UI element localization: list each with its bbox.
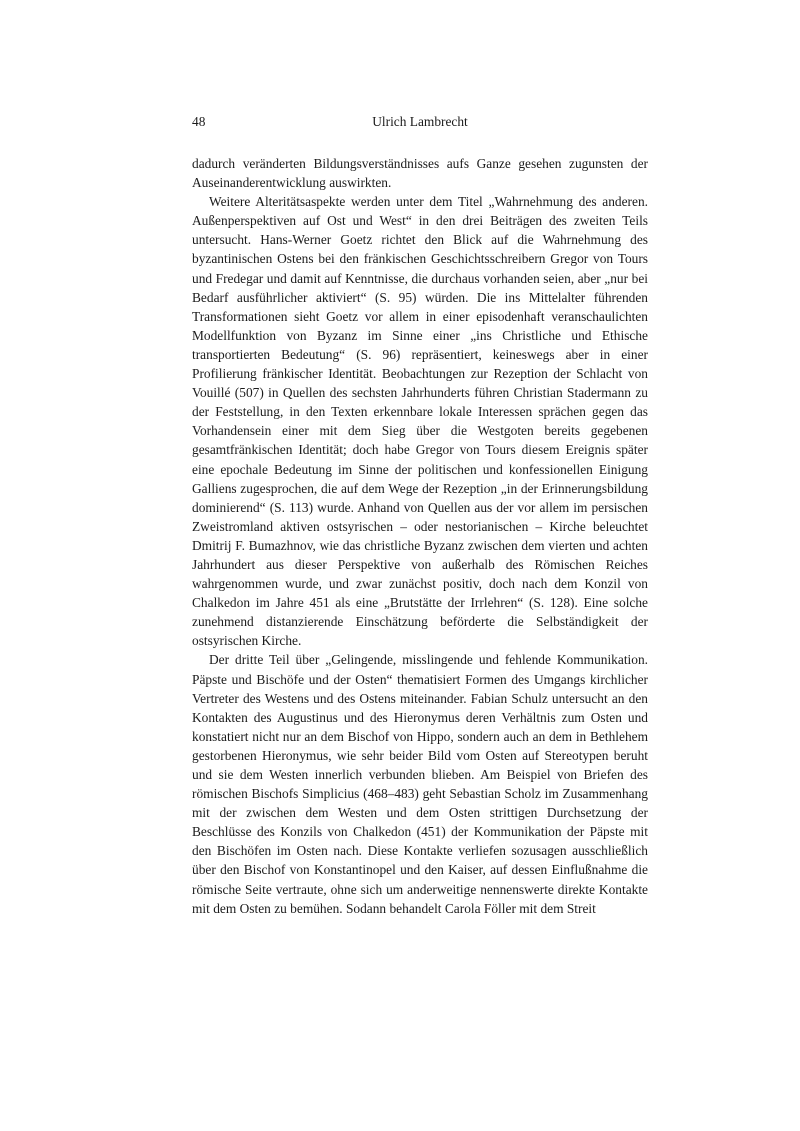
page-number: 48 [192, 114, 206, 129]
paragraph: Der dritte Teil über „Gelingende, misslingende und fehlende Kommunikation. Päpste und Bischöfe und der Osten“ thematisiert Formen des Umgangs kirchlicher Vertreter des Westens und des Ostens miteinander. Fabian Schulz untersucht an den Kontakten des Augustinus und des Hieronymus deren Verhältnis zum Osten und konstatiert nicht nur an dem Bischof von Hippo, sondern auch an dem in Bethlehem gestorbenen Hieronymus, wie sehr beider Bild vom Osten auf Stereotypen beruht und sie dem Westen innerlich verbunden blieben. Am Beispiel von Briefen des römischen Bischofs Simplicius (468–483) geht Sebastian Scholz im Zusammenhang mit der zwischen dem Westen und dem Osten strittigen Durchsetzung der Beschlüsse des Konzils von Chalkedon (451) der Kommunikation der Päpste mit den Bischöfen im Osten nach. Diese Kontakte verliefen sozusagen ausschließlich über den Bischof von Konstantinopel und den Kaiser, auf dessen Einflußnahme die römische Seite vertraute, ohne sich um anderweitige nennenswerte direkte Kontakte mit dem Osten zu bemühen. Sodann behandelt Carola Föller mit dem Streit [192, 652, 648, 916]
text-block [192, 154, 648, 918]
paragraph-continuation: dadurch veränderten Bildungsverständnisses aufs Ganze gesehen zugunsten der Auseinanderentwicklung auswirkten. [192, 156, 648, 191]
page-header [192, 113, 648, 130]
running-head: Ulrich Lambrecht [372, 114, 468, 129]
paragraph: Weitere Alteritätsaspekte werden unter dem Titel „Wahrnehmung des anderen. Außenperspektiven auf Ost und West“ in den drei Beiträgen des zweiten Teils untersucht. Hans-Werner Goetz richtet den Blick auf die Wahrnehmung des byzantinischen Ostens bei den fränkischen Geschichtsschreibern Gregor von Tours und Fredegar und damit auf Kenntnisse, die durchaus vorhanden seien, aber „nur bei Bedarf ausführlicher aktiviert“ (S. 95) würden. Die ins Mittelalter führenden Transformationen sieht Goetz vor allem in einer episodenhaft veranschaulichten Modellfunktion von Byzanz im Sinne einer „ins Christliche und Ethische transportierten Bedeutung“ (S. 96) repräsentiert, keineswegs aber in einer Profilierung fränkischer Identität. Beobachtungen zur Rezeption der Schlacht von Vouillé (507) in Quellen des sechsten Jahrhunderts führen Christian Stadermann zu der Feststellung, in den Texten erkennbare lokale Interessen sprächen gegen das Vorhandensein einer mit dem Sieg über die Westgoten bereits gegebenen gesamtfränkischen Identität; doch habe Gregor von Tours diesem Ereignis später eine epochale Bedeutung im Sinne der politischen und konfessionellen Einigung Galliens zugesprochen, die auf dem Wege der Rezeption „in der Erinnerungsbildung dominierend“ (S. 113) wurde. Anhand von Quellen aus der vor allem im persischen Zweistromland aktiven ostsyrischen – oder nestorianischen – Kirche beleuchtet Dmitrij F. Bumazhnov, wie das christliche Byzanz zwischen dem vierten und achten Jahrhundert aus dieser Perspektive von außerhalb des Römischen Reiches wahrgenommen wurde, und zwar zunächst positiv, doch nach dem Konzil von Chalkedon im Jahre 451 als eine „Brutstätte der Irrlehren“ (S. 128). Eine solche zunehmend distanzierende Einschätzung beförderte die Selbständigkeit der ostsyrischen Kirche. [192, 194, 648, 649]
